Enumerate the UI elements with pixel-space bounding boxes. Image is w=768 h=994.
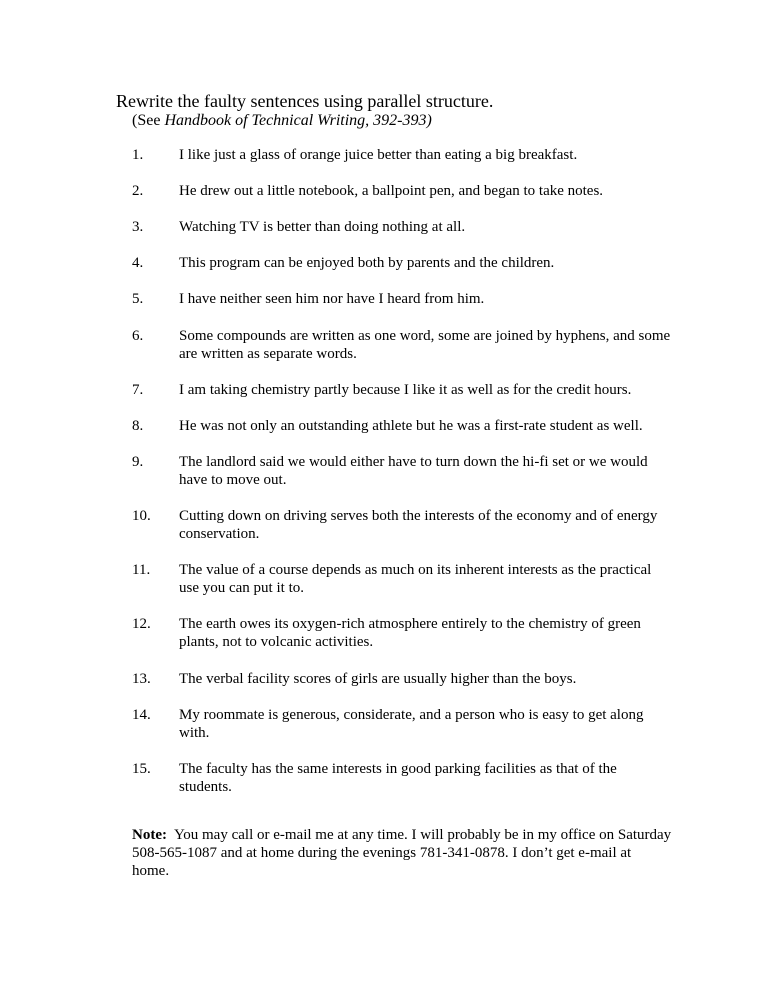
list-item bbox=[132, 218, 672, 236]
item-number: 8. bbox=[132, 418, 144, 434]
list-item bbox=[132, 381, 672, 399]
item-text: Watching TV is better than doing nothing at all. bbox=[179, 219, 466, 235]
item-text: The landlord said we would either have to turn down the hi-fi set or we would have to move out. bbox=[179, 454, 648, 488]
exercise-list bbox=[132, 146, 672, 796]
item-number: 4. bbox=[132, 255, 144, 271]
list-item bbox=[132, 706, 672, 742]
item-number: 9. bbox=[132, 454, 144, 470]
item-text: The faculty has the same interests in good parking facilities as that of the students. bbox=[179, 761, 617, 795]
item-number: 2. bbox=[132, 183, 144, 199]
item-number: 11. bbox=[132, 562, 151, 578]
item-number: 6. bbox=[132, 328, 144, 344]
reference-line bbox=[132, 111, 432, 131]
item-number: 14. bbox=[132, 707, 151, 723]
item-text: The earth owes its oxygen-rich atmosphere entirely to the chemistry of green plants, not to volcanic activities. bbox=[179, 616, 641, 650]
item-text: Some compounds are written as one word, some are joined by hyphens, and some are written as separate words. bbox=[179, 328, 671, 362]
note-paragraph bbox=[132, 826, 672, 880]
list-item bbox=[132, 254, 672, 272]
item-text: I am taking chemistry partly because I like it as well as for the credit hours. bbox=[179, 382, 632, 398]
item-number: 1. bbox=[132, 147, 144, 163]
item-text: The value of a course depends as much on its inherent interests as the practical use you can put it to. bbox=[179, 562, 652, 596]
list-item bbox=[132, 670, 672, 688]
note-label: Note: bbox=[132, 827, 167, 843]
list-item bbox=[132, 327, 672, 363]
item-text: The verbal facility scores of girls are usually higher than the boys. bbox=[179, 671, 577, 687]
list-item bbox=[132, 507, 672, 543]
item-number: 3. bbox=[132, 219, 144, 235]
item-text: I like just a glass of orange juice better than eating a big breakfast. bbox=[179, 147, 578, 163]
item-text: He drew out a little notebook, a ballpoint pen, and began to take notes. bbox=[179, 183, 604, 199]
page-title: Rewrite the faulty sentences using parallel structure. bbox=[116, 91, 494, 111]
reference-prefix: (See bbox=[132, 112, 165, 129]
item-number: 5. bbox=[132, 291, 144, 307]
list-item bbox=[132, 760, 672, 796]
item-text: I have neither seen him nor have I heard from him. bbox=[179, 291, 485, 307]
list-item bbox=[132, 290, 672, 308]
item-text: He was not only an outstanding athlete but he was a first-rate student as well. bbox=[179, 418, 643, 434]
list-item bbox=[132, 615, 672, 651]
item-number: 10. bbox=[132, 508, 151, 524]
list-item bbox=[132, 453, 672, 489]
item-text: This program can be enjoyed both by parents and the children. bbox=[179, 255, 555, 271]
item-text: My roommate is generous, considerate, and a person who is easy to get along with. bbox=[179, 707, 644, 741]
item-number: 7. bbox=[132, 382, 144, 398]
reference-book: Handbook of Technical Writing, 392-393) bbox=[164, 112, 432, 129]
item-number: 13. bbox=[132, 671, 151, 687]
list-item bbox=[132, 417, 672, 435]
item-number: 12. bbox=[132, 616, 151, 632]
list-item bbox=[132, 561, 672, 597]
list-item bbox=[132, 182, 672, 200]
item-text: Cutting down on driving serves both the interests of the economy and of energy conservation. bbox=[179, 508, 658, 542]
note-text: You may call or e-mail me at any time. I will probably be in my office on Saturday 508-565-1087 and at home during the evenings 781-341-0878. I don’t get e-mail at home. bbox=[132, 827, 672, 879]
list-item bbox=[132, 146, 672, 164]
item-number: 15. bbox=[132, 761, 151, 777]
